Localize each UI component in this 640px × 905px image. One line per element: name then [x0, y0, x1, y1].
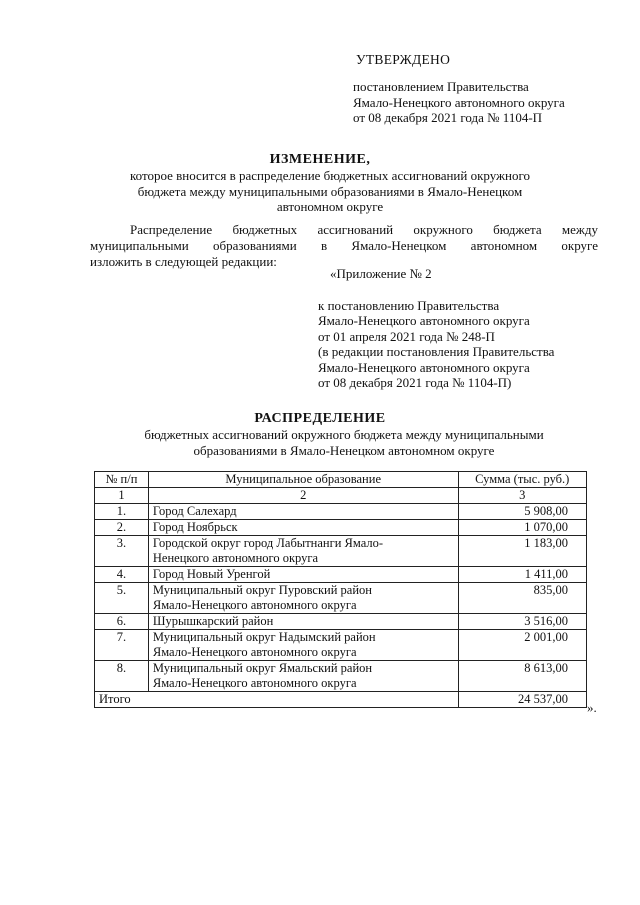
column-number-row: [95, 488, 587, 504]
table-row: [95, 520, 587, 536]
municipality-line: Город Новый Уренгой: [152, 567, 271, 581]
row-municipality: [148, 567, 458, 583]
distribution-subtitle-line: бюджетных ассигнований окружного бюджета между муниципальными: [144, 427, 544, 442]
distribution-title: РАСПРЕДЕЛЕНИЕ: [254, 411, 386, 426]
change-subtitle-line: бюджета между муниципальными образованиями в Ямало-Ненецком: [137, 183, 523, 199]
municipality-line: Городской округ город Лабытнанги Ямало-: [152, 536, 384, 550]
municipality-line: Ямало-Ненецкого автономного округа: [152, 676, 357, 690]
appendix-line: от 08 декабря 2021 года № 1104-П): [318, 375, 512, 390]
table-row: [95, 630, 587, 661]
appendix-line: Ямало-Ненецкого автономного округа: [318, 359, 530, 375]
municipality-line: Ненецкого автономного округа: [152, 551, 319, 565]
row-municipality: [148, 504, 458, 520]
municipality-line: Город Ноябрьск: [152, 520, 238, 534]
appendix-heading: «Приложение № 2: [330, 266, 432, 281]
municipality-line: Муниципальный округ Пуровский район: [152, 583, 372, 597]
change-subtitle: [100, 168, 560, 215]
row-number: 2.: [95, 520, 149, 536]
row-number: 6.: [95, 614, 149, 630]
row-number: 1.: [95, 504, 149, 520]
appendix-line: к постановлению Правительства: [318, 297, 500, 313]
municipality-line: Город Салехард: [152, 504, 237, 518]
approval-line: от 08 декабря 2021 года № 1104-П: [353, 110, 543, 125]
distribution-subtitle: [90, 427, 598, 458]
municipality-line: Шурышкарский район: [152, 614, 274, 628]
appendix-block: [318, 266, 554, 391]
intro-line: изложить в следующей редакции:: [90, 254, 277, 269]
row-municipality: [148, 583, 458, 614]
closing-quote-mark: ».: [587, 700, 597, 715]
row-municipality: [148, 520, 458, 536]
appendix-line: от 01 апреля 2021 года № 248-П: [318, 328, 495, 344]
approval-line: Ямало-Ненецкого автономного округа: [353, 94, 565, 110]
header-municipality: Муниципальное образование: [148, 472, 458, 488]
row-amount: 1 183,00: [458, 536, 587, 567]
distribution-subtitle-line: образованиями в Ямало-Ненецком автономном округе: [193, 442, 495, 458]
row-amount: 2 001,00: [458, 630, 587, 661]
approval-block: [353, 79, 565, 126]
approval-heading: УТВЕРЖДЕНО: [356, 52, 451, 67]
approval-line: постановлением Правительства: [353, 79, 529, 94]
row-municipality: [148, 536, 458, 567]
row-number: 7.: [95, 630, 149, 661]
municipality-line: Ямало-Ненецкого автономного округа: [152, 598, 357, 612]
change-subtitle-line: автономном округе: [276, 199, 384, 214]
row-number: 8.: [95, 661, 149, 692]
table-row: [95, 614, 587, 630]
table-row: [95, 661, 587, 692]
column-number: 3: [458, 488, 587, 504]
table-row: [95, 567, 587, 583]
row-amount: 5 908,00: [458, 504, 587, 520]
total-amount: 24 537,00: [458, 692, 587, 708]
table-row: [95, 536, 587, 567]
table-row: [95, 504, 587, 520]
row-amount: 1 411,00: [458, 567, 587, 583]
intro-paragraph: [90, 222, 598, 270]
total-row: [95, 692, 587, 708]
appendix-line: Ямало-Ненецкого автономного округа: [318, 313, 530, 328]
row-number: 4.: [95, 567, 149, 583]
change-subtitle-line: которое вносится в распределение бюджетных ассигнований окружного: [129, 168, 531, 183]
row-number: 5.: [95, 583, 149, 614]
change-title: ИЗМЕНЕНИЕ,: [269, 152, 371, 167]
intro-line: Распределение бюджетных ассигнований окружного бюджета между: [130, 222, 598, 237]
row-municipality: [148, 630, 458, 661]
header-number: № п/п: [95, 472, 149, 488]
row-amount: 8 613,00: [458, 661, 587, 692]
table-row: [95, 583, 587, 614]
appendix-line: (в редакции постановления Правительства: [318, 344, 555, 359]
row-municipality: [148, 661, 458, 692]
row-amount: 835,00: [458, 583, 587, 614]
row-number: 3.: [95, 536, 149, 567]
column-number: 2: [148, 488, 458, 504]
row-amount: 3 516,00: [458, 614, 587, 630]
row-amount: 1 070,00: [458, 520, 587, 536]
header-amount: Сумма (тыс. руб.): [458, 472, 587, 488]
municipality-line: Муниципальный округ Надымский район: [152, 630, 376, 644]
column-number: 1: [95, 488, 149, 504]
table-header-row: [95, 472, 587, 488]
municipality-line: Ямало-Ненецкого автономного округа: [152, 645, 357, 659]
row-municipality: [148, 614, 458, 630]
municipality-line: Муниципальный округ Ямальский район: [152, 661, 373, 675]
distribution-table: [94, 471, 587, 708]
intro-line: муниципальными образованиями в Ямало-Ненецком автономном округе: [90, 238, 598, 253]
total-label: Итого: [95, 692, 459, 708]
